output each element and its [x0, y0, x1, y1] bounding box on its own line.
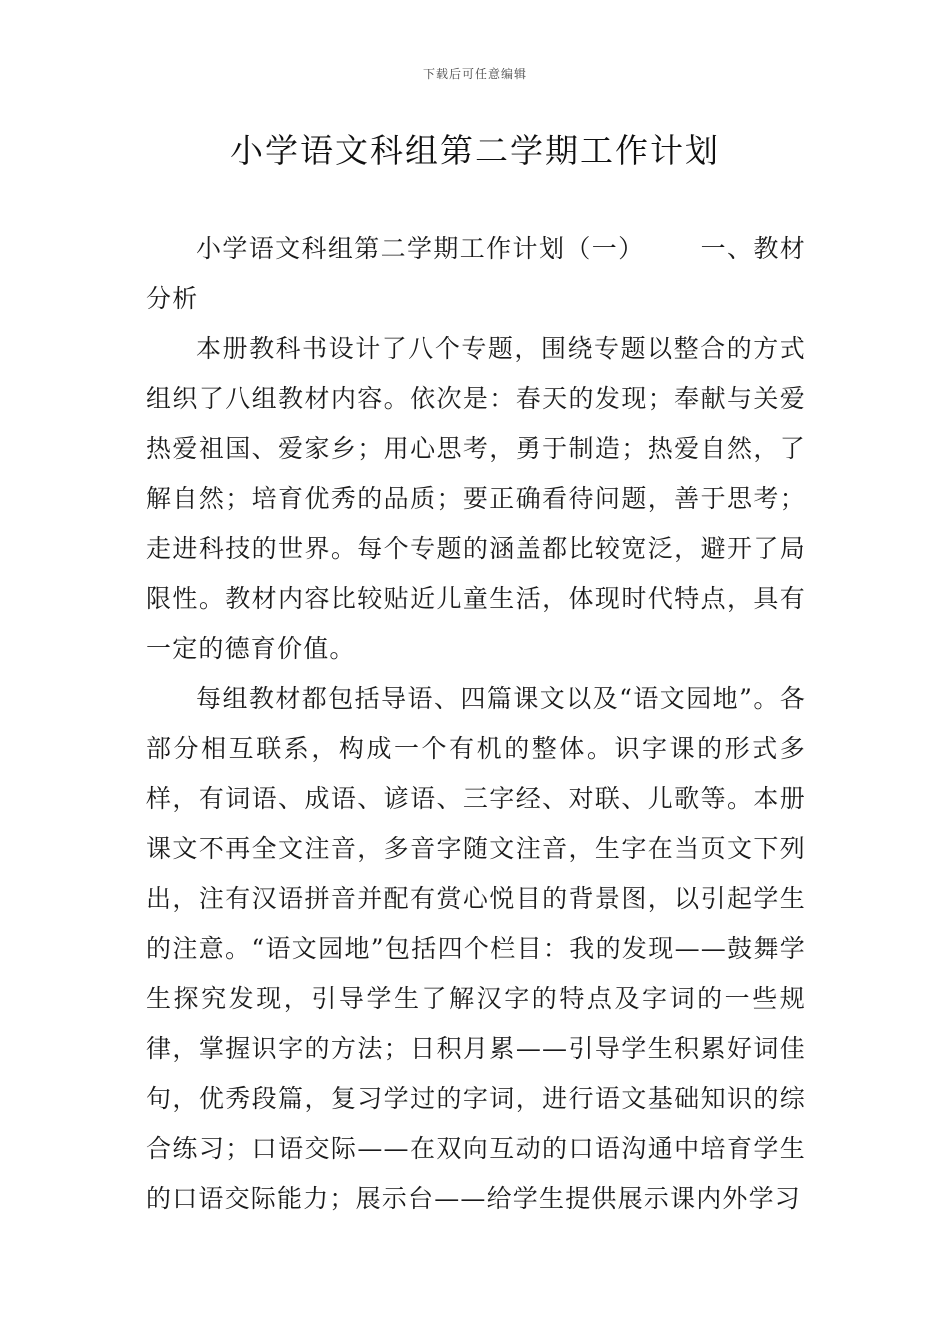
header-note: 下载后可任意编辑	[422, 67, 527, 81]
subtitle-line	[146, 224, 806, 324]
paragraph-2: 每组教材都包括导语、四篇课文以及“语文园地”。各部分相互联系，构成一个有机的整体。识字课的形式多样，有词语、成语、谚语、三字经、对联、儿歌等。本册课文不再全文注音，多音字随文注音，生字在当页文下列出，注有汉语拼音并配有赏心悦目的背景图，以引起学生的注意。“语文园地”包括四个栏目：我的发现——鼓舞学生探究发现，引导学生了解汉字的特点及字词的一些规律，掌握识字的方法；日积月累——引导学生积累好词佳句，优秀段篇，复习学过的字词，进行语文基础知识的综合练习；口语交际——在双向互动的口语沟通中培育学生的口语交际能力；展示台——给学生提供展示课内外学习	[146, 684, 806, 1213]
document-body	[146, 224, 806, 1224]
document-subtitle: 小学语文科组第二学期工作计划（一）	[196, 234, 645, 263]
paragraph-1: 本册教科书设计了八个专题，围绕专题以整合的方式组织了八组教材内容。依次是：春天的发现；奉献与关爱热爱祖国、爱家乡；用心思考，勇于制造；热爱自然，了解自然；培育优秀的品质；要正确看待问题，善于思考；走进科技的世界。每个专题的涵盖都比较宽泛，避开了局限性。教材内容比较贴近儿童生活，体现时代特点，具有一定的德育价值。	[146, 334, 806, 663]
document-title: 小学语文科组第二学期工作计划	[230, 131, 720, 170]
section-heading: 一、教材分析	[146, 234, 806, 313]
